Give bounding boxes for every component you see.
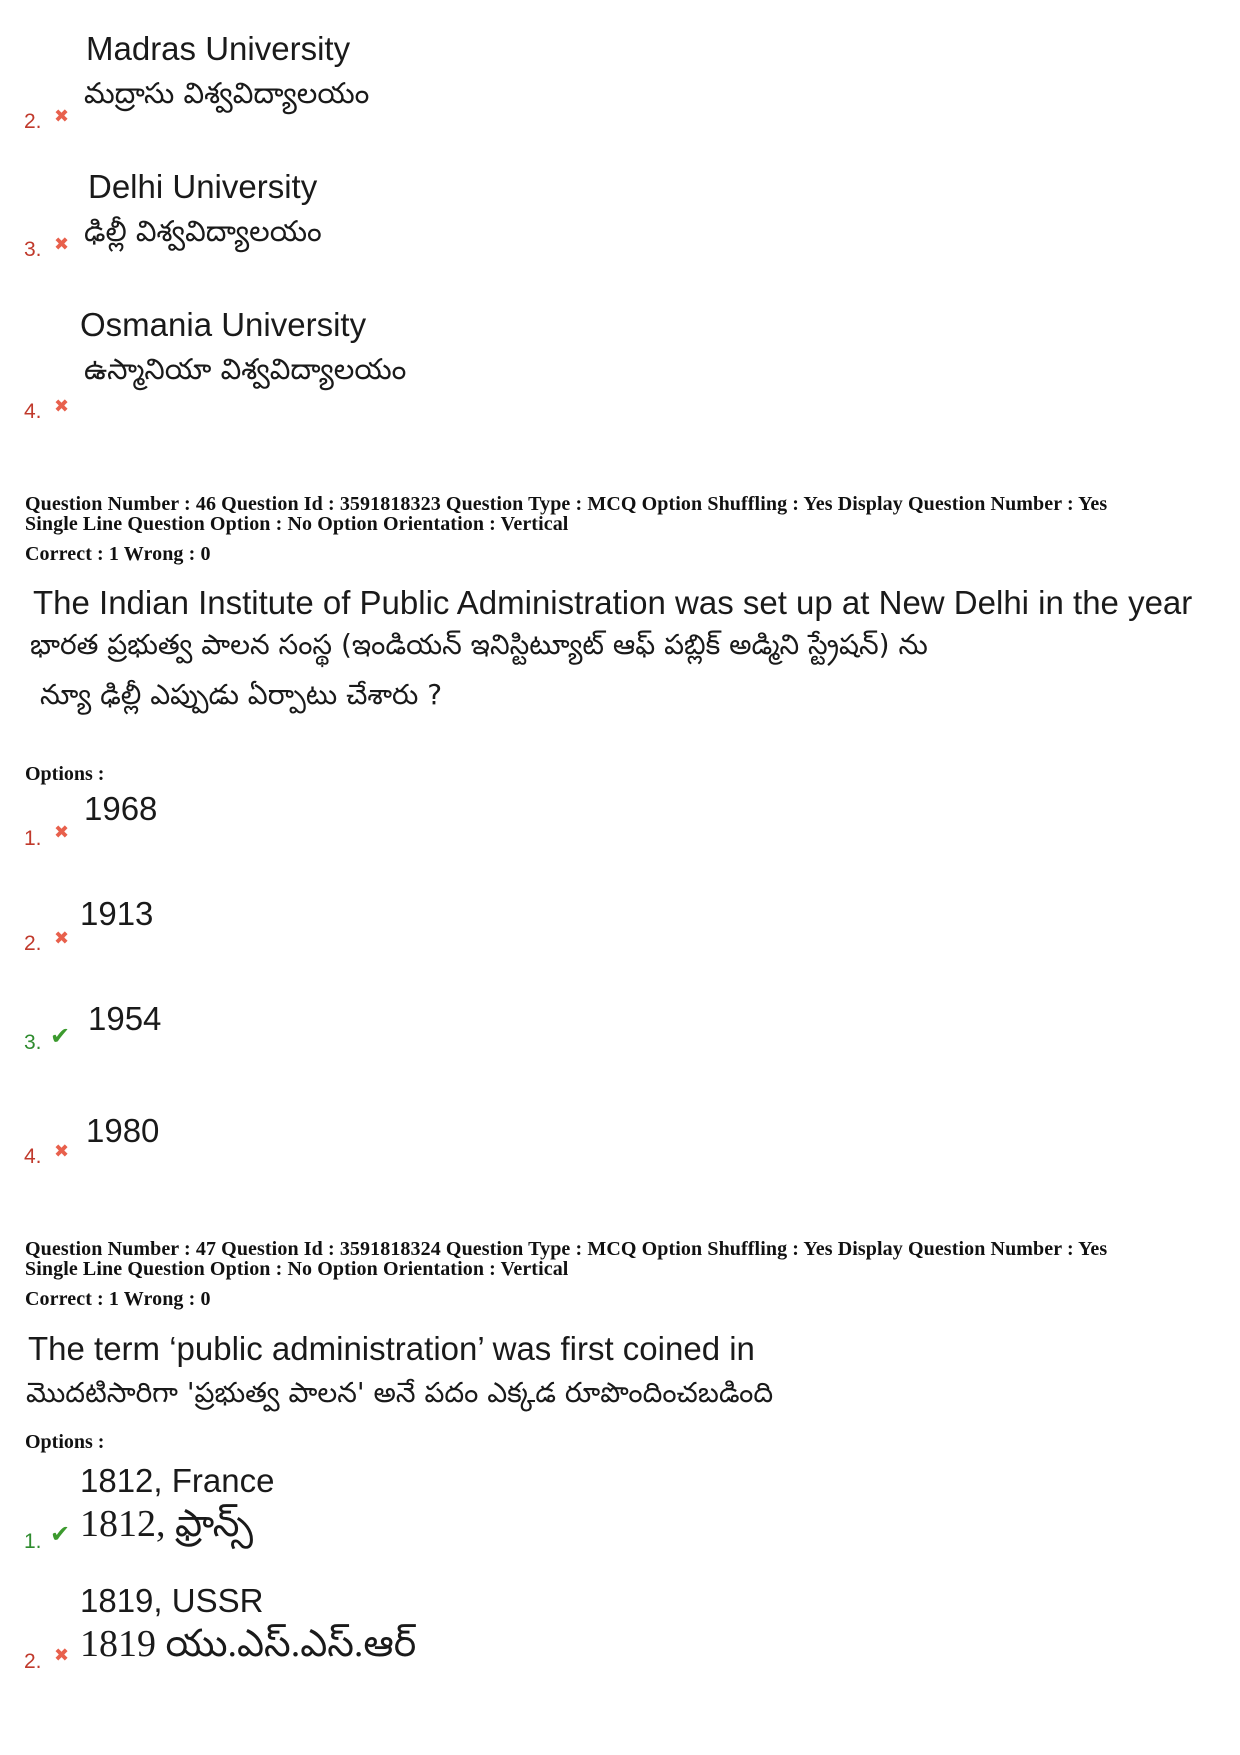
option-english-text: Osmania University	[80, 306, 367, 343]
options-label: Options :	[25, 763, 105, 785]
option-telugu-text: ఉస్మానియా విశ్వవిద్యాలయం	[84, 352, 407, 386]
cross-icon: ✖	[54, 396, 70, 417]
option-number: 1.	[24, 827, 42, 850]
question-marks: Correct : 1 Wrong : 0	[25, 1288, 211, 1310]
option-english-text: Madras University	[86, 30, 351, 67]
option-text: 1980	[86, 1112, 160, 1149]
option-text: 1954	[88, 1000, 162, 1037]
question-english-text: The Indian Institute of Public Administration was set up at New Delhi in the year	[33, 584, 1193, 621]
cross-icon: ✖	[54, 1645, 70, 1666]
question-telugu-line1: భారత ప్రభుత్వ పాలన సంస్థ (ఇండియన్ ఇనిస్టిట్యూట్ ఆఫ్ పబ్లిక్ అడ్మిని స్ట్రేషన్) ను	[30, 628, 928, 661]
cross-icon: ✖	[54, 234, 70, 255]
option-text: 1913	[80, 895, 154, 932]
option-number: 4.	[24, 400, 42, 423]
cross-icon: ✖	[54, 928, 70, 949]
check-icon: ✔	[50, 1022, 71, 1050]
option-telugu-text: 1812, ఫ్రాన్స్	[80, 1503, 254, 1545]
question-meta-line1: Question Number : 46 Question Id : 3591818323 Question Type : MCQ Option Shuffling : Yes Display Question Number : Yes	[25, 493, 1108, 515]
option-text: 1968	[84, 790, 158, 827]
question-meta-line1: Question Number : 47 Question Id : 3591818324 Question Type : MCQ Option Shuffling : Yes Display Question Number : Yes	[25, 1238, 1108, 1260]
option-english-text: Delhi University	[88, 168, 318, 205]
option-english-text: 1812, France	[80, 1462, 275, 1499]
option-number: 2.	[24, 110, 42, 133]
option-telugu-text: 1819 యు.ఎస్.ఎస్.ఆర్	[80, 1623, 417, 1665]
question-meta-line2: Single Line Question Option : No Option Orientation : Vertical	[25, 513, 569, 535]
option-number: 2.	[24, 1650, 42, 1673]
option-english-text: 1819, USSR	[80, 1582, 264, 1619]
option-number: 1.	[24, 1530, 42, 1553]
option-number: 3.	[24, 238, 42, 261]
question-telugu-text: మొదటిసారిగా 'ప్రభుత్వ పాలన' అనే పదం ఎక్కడ రూపొందించబడింది	[26, 1376, 774, 1409]
question-telugu-line2: న్యూ ఢిల్లీ ఎప్పుడు ఏర్పాటు చేశారు ?	[40, 678, 443, 711]
option-telugu-text: మద్రాసు విశ్వవిద్యాలయం	[84, 76, 370, 110]
option-telugu-text: ఢిల్లీ విశ్వవిద్యాలయం	[84, 214, 322, 248]
cross-icon: ✖	[54, 1141, 70, 1162]
cross-icon: ✖	[54, 822, 70, 843]
question-meta-line2: Single Line Question Option : No Option Orientation : Vertical	[25, 1258, 569, 1280]
check-icon: ✔	[50, 1520, 71, 1548]
question-english-text: The term ‘public administration’ was first coined in	[28, 1330, 755, 1367]
question-marks: Correct : 1 Wrong : 0	[25, 543, 211, 565]
cross-icon: ✖	[54, 106, 70, 127]
option-number: 2.	[24, 932, 42, 955]
option-number: 4.	[24, 1145, 42, 1168]
options-label: Options :	[25, 1431, 105, 1453]
option-number: 3.	[24, 1031, 42, 1054]
